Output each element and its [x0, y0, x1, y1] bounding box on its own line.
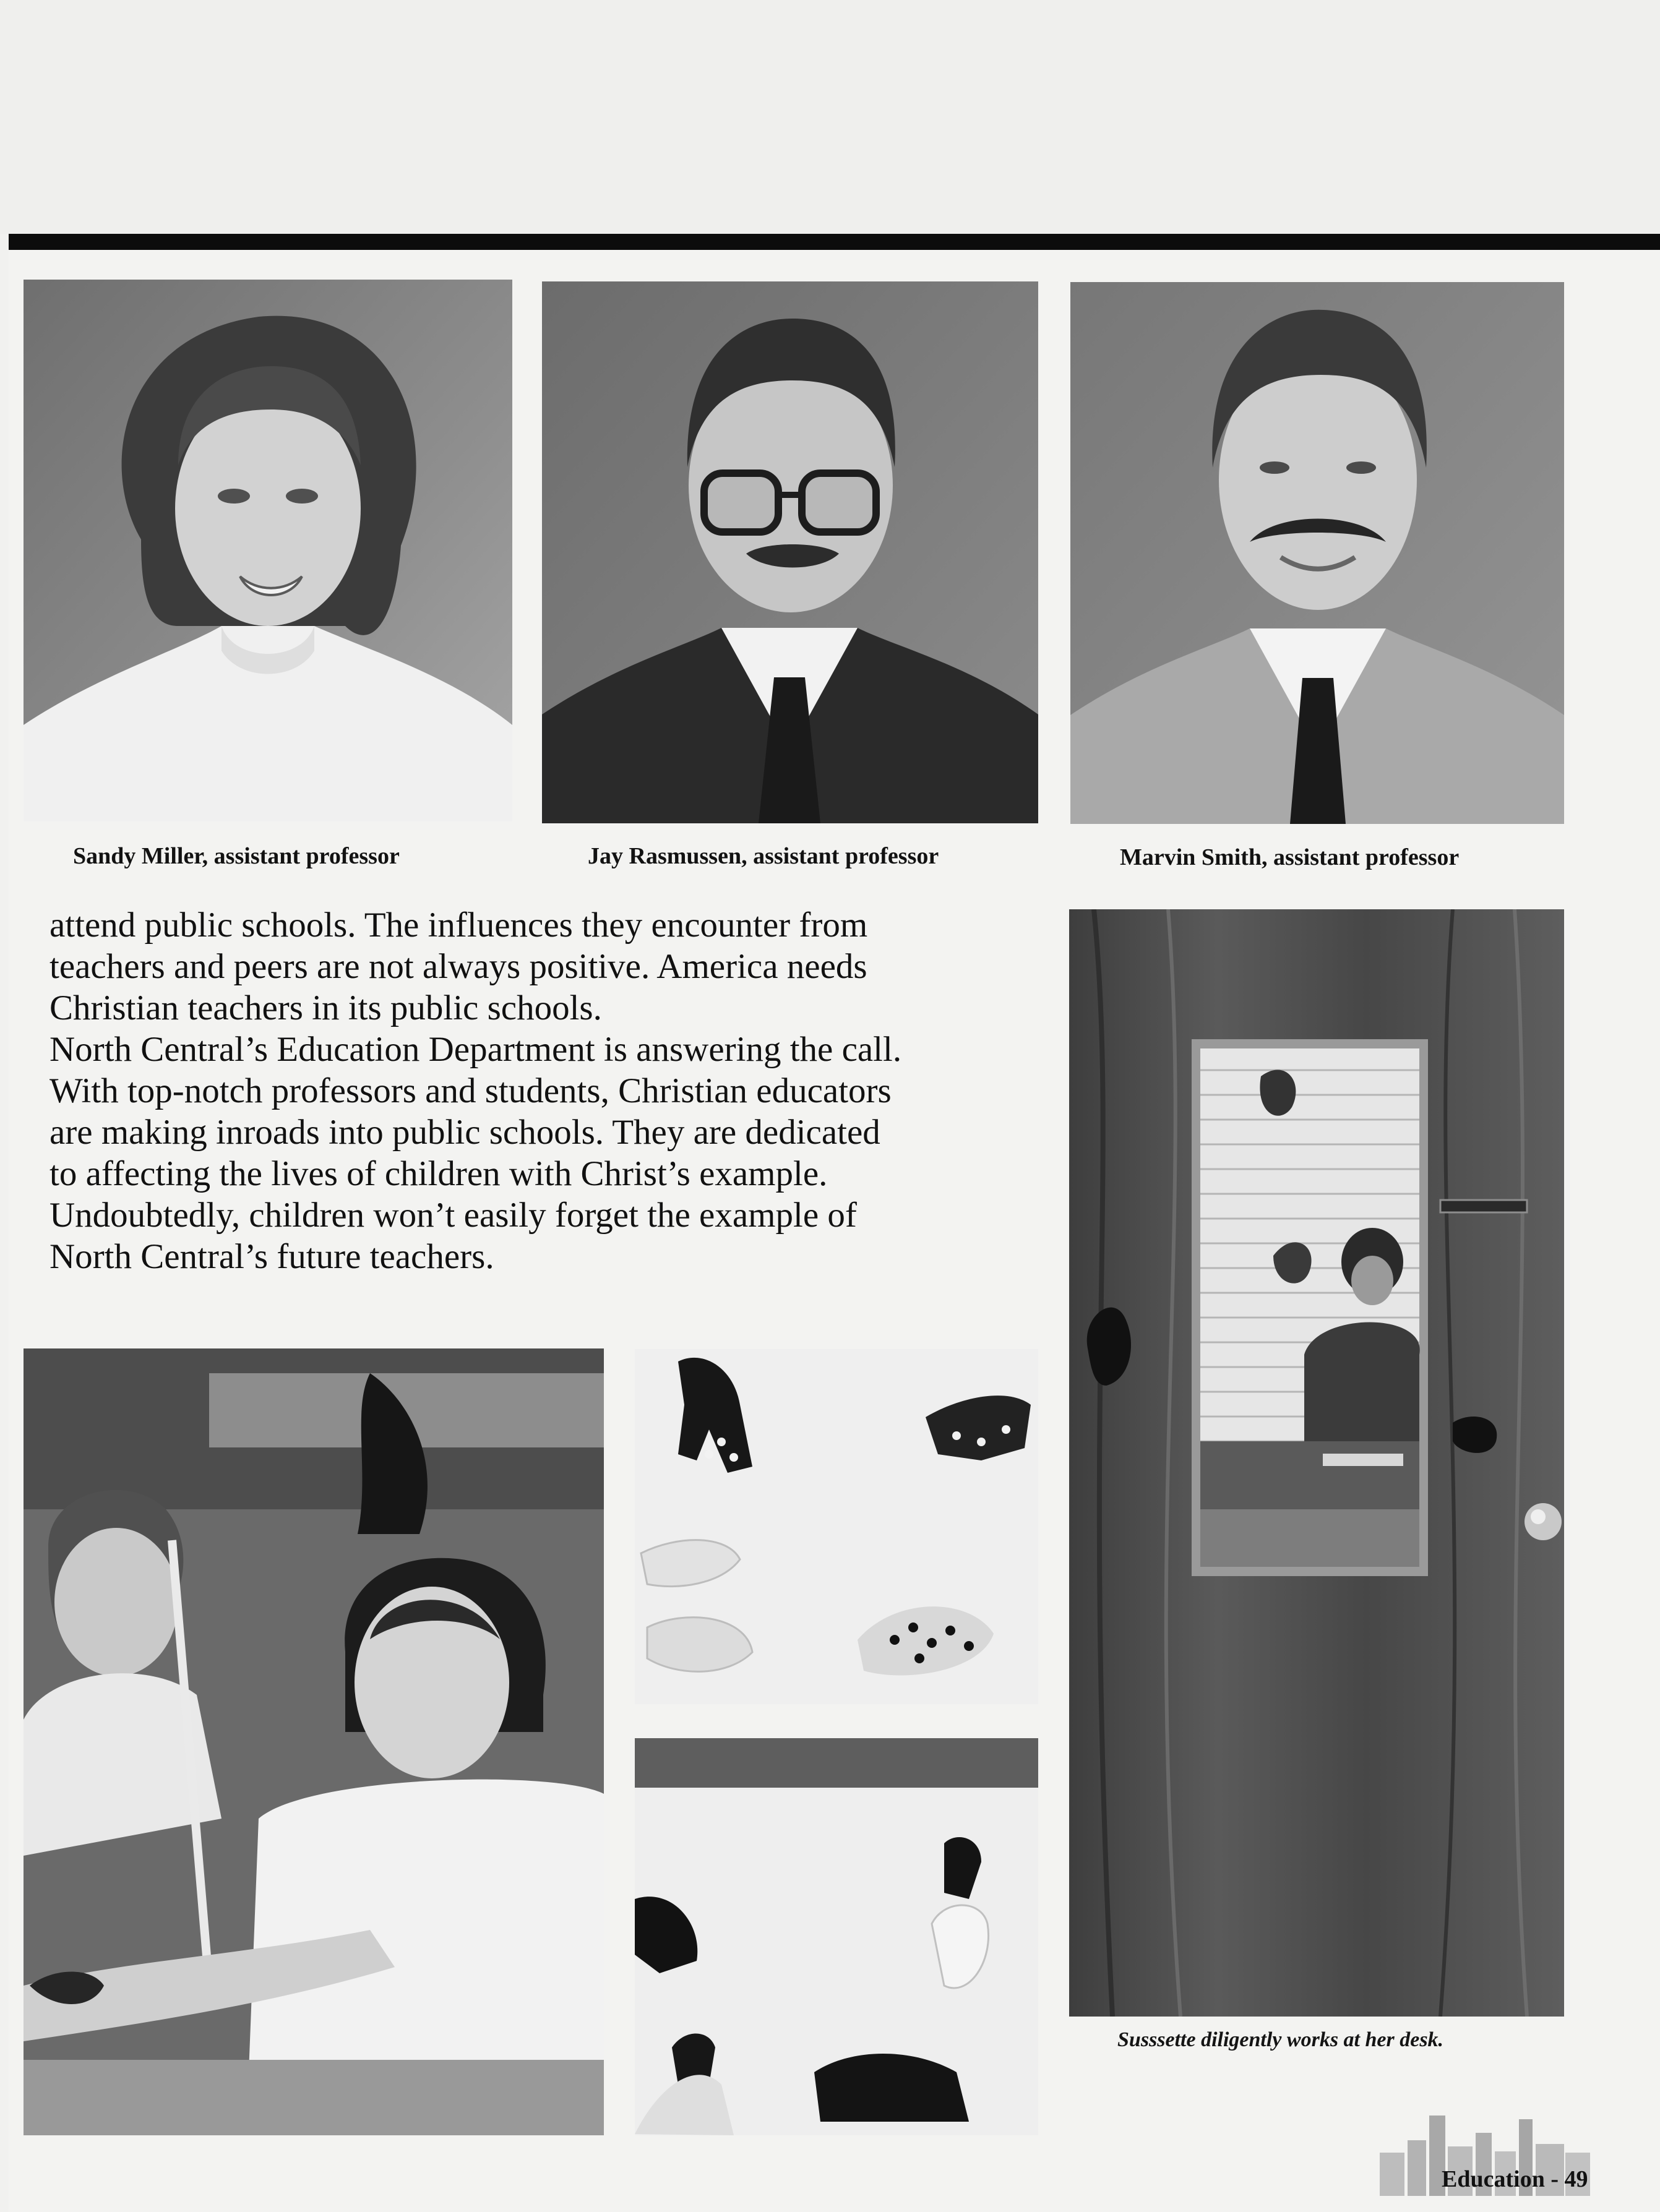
- door-photo-image: [1069, 909, 1564, 2017]
- page-footer: [1380, 2116, 1615, 2196]
- body-line: Undoubtedly, children won’t easily forget the example of: [49, 1196, 857, 1235]
- body-line: to affecting the lives of children with Christ’s example.: [49, 1154, 828, 1193]
- body-line: North Central’s future teachers.: [49, 1237, 494, 1276]
- top-margin: [0, 0, 1660, 234]
- portrait-jay-rasmussen: [542, 281, 1038, 823]
- door-photo-caption: Susssette diligently works at her desk.: [1117, 2028, 1444, 2051]
- body-line: With top-notch professors and students, Christian educators: [49, 1071, 892, 1110]
- body-line: teachers and peers are not always positive. America needs: [49, 947, 867, 986]
- footer-section: Education: [1442, 2166, 1545, 2192]
- portrait-marvin-smith-image: [1070, 282, 1564, 824]
- portrait-sandy-miller-image: [24, 280, 512, 821]
- body-line: attend public schools. The influences they encounter from: [49, 906, 868, 945]
- portrait-jay-rasmussen-image: [542, 281, 1038, 823]
- student-painting-photo: [24, 1348, 604, 2135]
- body-line: are making inroads into public schools. They are dedicated: [49, 1113, 880, 1152]
- student-painting-photo-image: [24, 1348, 604, 2135]
- body-line: Christian teachers in its public schools.: [49, 988, 602, 1027]
- portrait-sandy-miller: [24, 280, 512, 821]
- top-rule: [9, 234, 1660, 250]
- painted-hands-photo-top-image: [635, 1349, 1038, 1704]
- body-text: [49, 904, 1064, 1277]
- body-line: North Central’s Education Department is answering the call.: [49, 1030, 902, 1069]
- painted-hands-photo-top: [635, 1349, 1038, 1704]
- painted-hands-photo-bottom: [635, 1738, 1038, 2135]
- portrait-marvin-smith: [1070, 282, 1564, 824]
- caption-sandy-miller: Sandy Miller, assistant professor: [73, 843, 400, 869]
- caption-marvin-smith: Marvin Smith, assistant professor: [1120, 844, 1460, 870]
- footer-separator: -: [1550, 2166, 1559, 2192]
- door-photo: [1069, 909, 1564, 2017]
- footer-page-number: 49: [1564, 2166, 1588, 2192]
- caption-jay-rasmussen: Jay Rasmussen, assistant professor: [588, 843, 939, 869]
- painted-hands-photo-bottom-image: [635, 1738, 1038, 2135]
- footer-label: [1442, 2166, 1588, 2192]
